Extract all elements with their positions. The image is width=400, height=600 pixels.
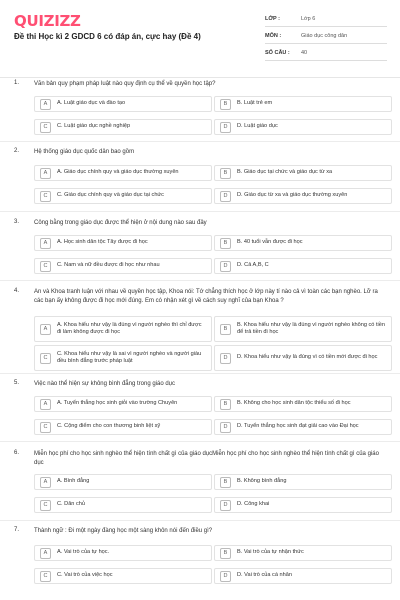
option-text: C. Luật giáo dục nghề nghiệp [57,123,131,130]
option-c[interactable] [34,419,212,435]
question-number: 6. [14,450,20,456]
meta-subject-row [265,29,387,44]
option-text: C. Cộng điểm cho con thương binh liệt sỹ [57,423,161,430]
option-letter: A [40,238,51,249]
option-text: D. Khoa hiểu như vậy là đúng vì có tiền mới được đi học [237,354,378,361]
option-letter: C [40,122,51,133]
option-letter: A [40,168,51,179]
document-title: Đề thi Học kì 2 GDCD 6 có đáp án, cực hay (Đề 4) [14,32,201,41]
option-text: B. 40 tuổi vẫn được đi học [237,239,303,246]
option-letter: C [40,500,51,511]
option-text: A. Khoa hiểu như vậy là đúng vì người nghèo thì chỉ được đi làm không được đi học [57,321,202,335]
option-text: D. Công khai [237,501,270,508]
option-letter: A [40,99,51,110]
option-b[interactable] [214,396,392,412]
option-text: A. Luật giáo dục và đào tạo [57,100,126,107]
option-b[interactable] [214,545,392,561]
question-3 [0,219,400,285]
option-d[interactable] [214,258,392,274]
question-text: Thành ngữ : Đi một ngày đàng học một sàng khôn nói đến điều gì? [34,528,213,534]
option-letter: B [220,168,231,179]
meta-count-value: 40 [301,50,308,56]
option-letter: C [40,261,51,272]
option-letter: D [220,122,231,133]
option-letter: A [40,477,51,488]
option-text: D. Vai trò của cá nhân [237,572,292,579]
question-text: Miễn học phí cho học sinh nghèo thể hiện tính chất gì của giáo dụcMiễn học phí cho học sinh nghèo thể hiện tính chất gì của giáo dục [34,451,379,466]
question-text: Công bằng trong giáo dục được thể hiện ở nội dung nào sau đây [34,220,207,226]
option-letter: A [40,399,51,410]
meta-class-row [265,12,387,27]
question-6 [0,450,400,520]
option-letter: A [40,324,51,335]
option-a[interactable] [34,396,212,412]
option-a[interactable] [34,474,212,490]
option-d[interactable] [214,119,392,135]
option-c[interactable] [34,497,212,513]
question-number: 7. [14,527,20,533]
meta-class-label: LỚP : [265,16,280,22]
option-text: B. Không bình đẳng [237,478,287,485]
option-letter: C [40,191,51,202]
option-c[interactable] [34,258,212,274]
option-d[interactable] [214,497,392,513]
question-number: 3. [14,219,20,225]
option-letter: A [40,548,51,559]
question-number: 4. [14,288,20,294]
quizizz-logo: QUIZIZZ [14,12,81,30]
option-text: B. Khoa hiểu như vậy là đúng vì người nghèo không có tiền để trả tiền đi học [237,321,385,335]
meta-subject-value: Giáo dục công dân [301,33,348,39]
option-c[interactable] [34,188,212,204]
option-text: A. Bình đẳng [57,478,90,485]
option-b[interactable] [214,96,392,112]
option-text: C. Dân chủ [57,501,85,508]
question-text: Việc nào thể hiện sự không bình đẳng trong giáo dục [34,381,176,387]
question-divider [0,141,400,142]
option-d[interactable] [214,345,392,371]
option-text: D. Luật giáo dục [237,123,278,130]
option-letter: D [220,500,231,511]
option-text: B. Giáo dục tại chức và giáo dục từ xa [237,169,333,176]
option-text: A. Vai trò của tự học. [57,549,110,556]
question-divider [0,280,400,281]
question-number: 2. [14,148,20,154]
question-4 [0,288,400,376]
option-b[interactable] [214,235,392,251]
option-letter: B [220,477,231,488]
option-c[interactable] [34,119,212,135]
question-2 [0,148,400,214]
question-text: Văn bản quy phạm pháp luật nào quy định cụ thể về quyền học tập? [34,81,216,87]
question-text: Hệ thống giáo dục quốc dân bao gồm [34,149,135,155]
option-b[interactable] [214,316,392,342]
meta-table [265,12,387,61]
question-number: 5. [14,380,20,386]
option-letter: C [40,422,51,433]
option-letter: B [220,324,231,335]
meta-count-row [265,46,387,61]
option-text: B. Luật trẻ em [237,100,273,107]
question-number: 1. [14,80,20,86]
header-divider [0,77,400,78]
option-c[interactable] [34,345,212,371]
option-text: A. Tuyển thẳng học sinh giỏi vào trường Chuyên [57,400,178,407]
question-5 [0,380,400,446]
option-text: C. Khoa hiểu như vậy là sai vì người nghèo và người giàu đều bình đẳng trước pháp luật [57,350,202,364]
option-c[interactable] [34,568,212,584]
option-a[interactable] [34,545,212,561]
option-letter: D [220,353,231,364]
option-letter: D [220,261,231,272]
option-d[interactable] [214,568,392,584]
option-text: B. Vai trò của tự nhận thức [237,549,304,556]
option-d[interactable] [214,188,392,204]
option-a[interactable] [34,165,212,181]
question-7 [0,527,400,595]
option-letter: B [220,399,231,410]
option-letter: C [40,571,51,582]
meta-count-label: SỐ CÂU : [265,50,290,56]
question-divider [0,211,400,212]
option-d[interactable] [214,419,392,435]
question-divider [0,441,400,442]
option-letter: B [220,99,231,110]
option-letter: D [220,422,231,433]
option-a[interactable] [34,235,212,251]
option-letter: D [220,571,231,582]
option-text: D. Cả A,B, C [237,262,269,269]
option-text: C. Nam và nữ đều được đi học như nhau [57,262,160,269]
question-divider [0,373,400,374]
question-1 [0,80,400,146]
option-b[interactable] [214,165,392,181]
option-b[interactable] [214,474,392,490]
question-text: An và Khoa tranh luận với nhau về quyền học tập, Khoa nói: Tớ chẳng thích học ở lớp này tí nào cả vì toàn các bạn nghèo. Lỡ ra các bạn ấy không được đi học mới đúng. Em có nhận xét gì về cách suy nghĩ của bạn Khoa ? [34,289,378,304]
option-text: A. Học sinh dân tộc Tây được đi học [57,239,148,246]
option-text: B. Không cho học sinh dân tộc thiểu số đi học [237,400,351,407]
option-text: D. Giáo dục từ xa và giáo dục thường xuyên [237,192,348,199]
option-text: C. Giáo dục chính quy và giáo dục tại chức [57,192,164,199]
document-header [0,0,400,78]
option-letter: D [220,191,231,202]
option-a[interactable] [34,316,212,342]
option-letter: B [220,238,231,249]
option-text: D. Tuyển thẳng học sinh đạt giải cao vào Đại học [237,423,359,430]
option-text: A. Giáo dục chính quy và giáo dục thường xuyên [57,169,179,176]
option-text: C. Vai trò của việc học [57,572,113,579]
option-letter: B [220,548,231,559]
question-divider [0,520,400,521]
option-a[interactable] [34,96,212,112]
meta-subject-label: MÔN : [265,33,282,39]
option-letter: C [40,353,51,364]
meta-class-value: Lớp 6 [301,16,316,22]
